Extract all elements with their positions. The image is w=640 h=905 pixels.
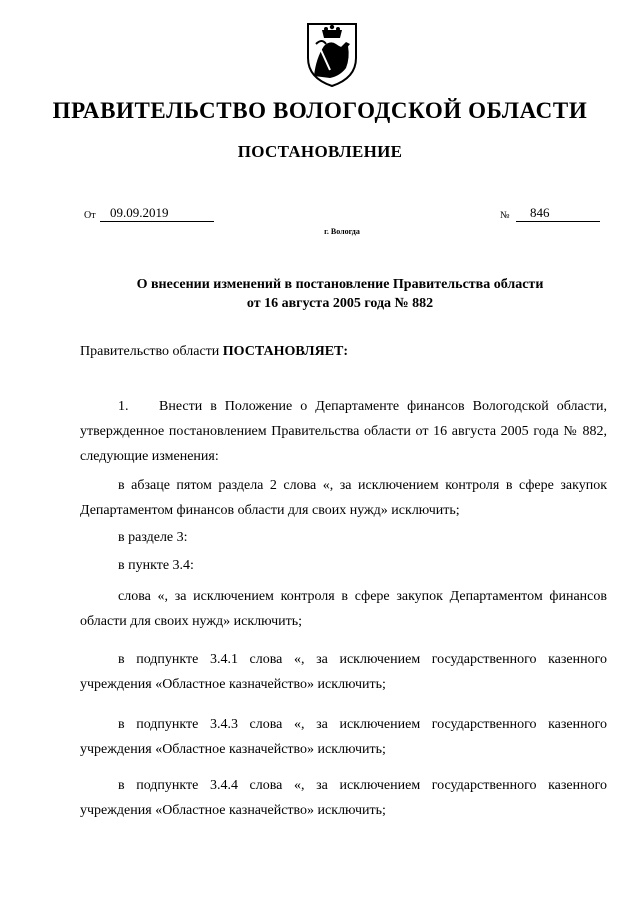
paragraph-2: в абзаце пятом раздела 2 слова «, за исключением контроля в сфере закупок Департаментом финансов области для своих нужд» исключить; — [80, 478, 607, 518]
preamble-verb: ПОСТАНОВЛЯЕТ: — [222, 344, 349, 359]
paragraph-3: в разделе 3: — [118, 530, 188, 545]
paragraph-7: в подпункте 3.4.3 слова «, за исключением государственного казенного учреждения «Областное казначейство» исключить; — [80, 717, 607, 757]
item-1-text: Внести в Положение о Департаменте финансов Вологодской области, утвержденное постановлением Правительства области от 16 августа 2005 года № 882, следующие изменения: — [80, 399, 607, 464]
paragraph-5: слова «, за исключением контроля в сфере закупок Департаментом финансов области для своих нужд» исключить; — [80, 589, 607, 629]
heading-line-1: О внесении изменений в постановление Правительства области — [136, 277, 544, 292]
date-label: От — [84, 210, 96, 221]
paragraph-6: в подпункте 3.4.1 слова «, за исключением государственного казенного учреждения «Областное казначейство» исключить; — [80, 652, 607, 692]
item-number: 1. — [118, 399, 129, 414]
paragraph-4: в пункте 3.4: — [118, 558, 194, 573]
city-name: г. Вологда — [324, 227, 360, 236]
coat-of-arms-icon — [300, 18, 364, 90]
document-number: 846 — [516, 205, 600, 222]
preamble-prefix: Правительство области — [80, 344, 223, 359]
document-type: ПОСТАНОВЛЕНИЕ — [237, 142, 403, 161]
document-date: 09.09.2019 — [100, 205, 214, 222]
paragraph-8: в подпункте 3.4.4 слова «, за исключением государственного казенного учреждения «Областное казначейство» исключить; — [80, 778, 607, 818]
document-heading — [0, 275, 640, 313]
government-title: ПРАВИТЕЛЬСТВО ВОЛОГОДСКОЙ ОБЛАСТИ — [52, 98, 588, 123]
number-label: № — [500, 210, 510, 221]
heading-line-2: от 16 августа 2005 года № 882 — [246, 296, 434, 311]
preamble — [80, 344, 348, 360]
paragraph-item-1 — [80, 394, 607, 469]
